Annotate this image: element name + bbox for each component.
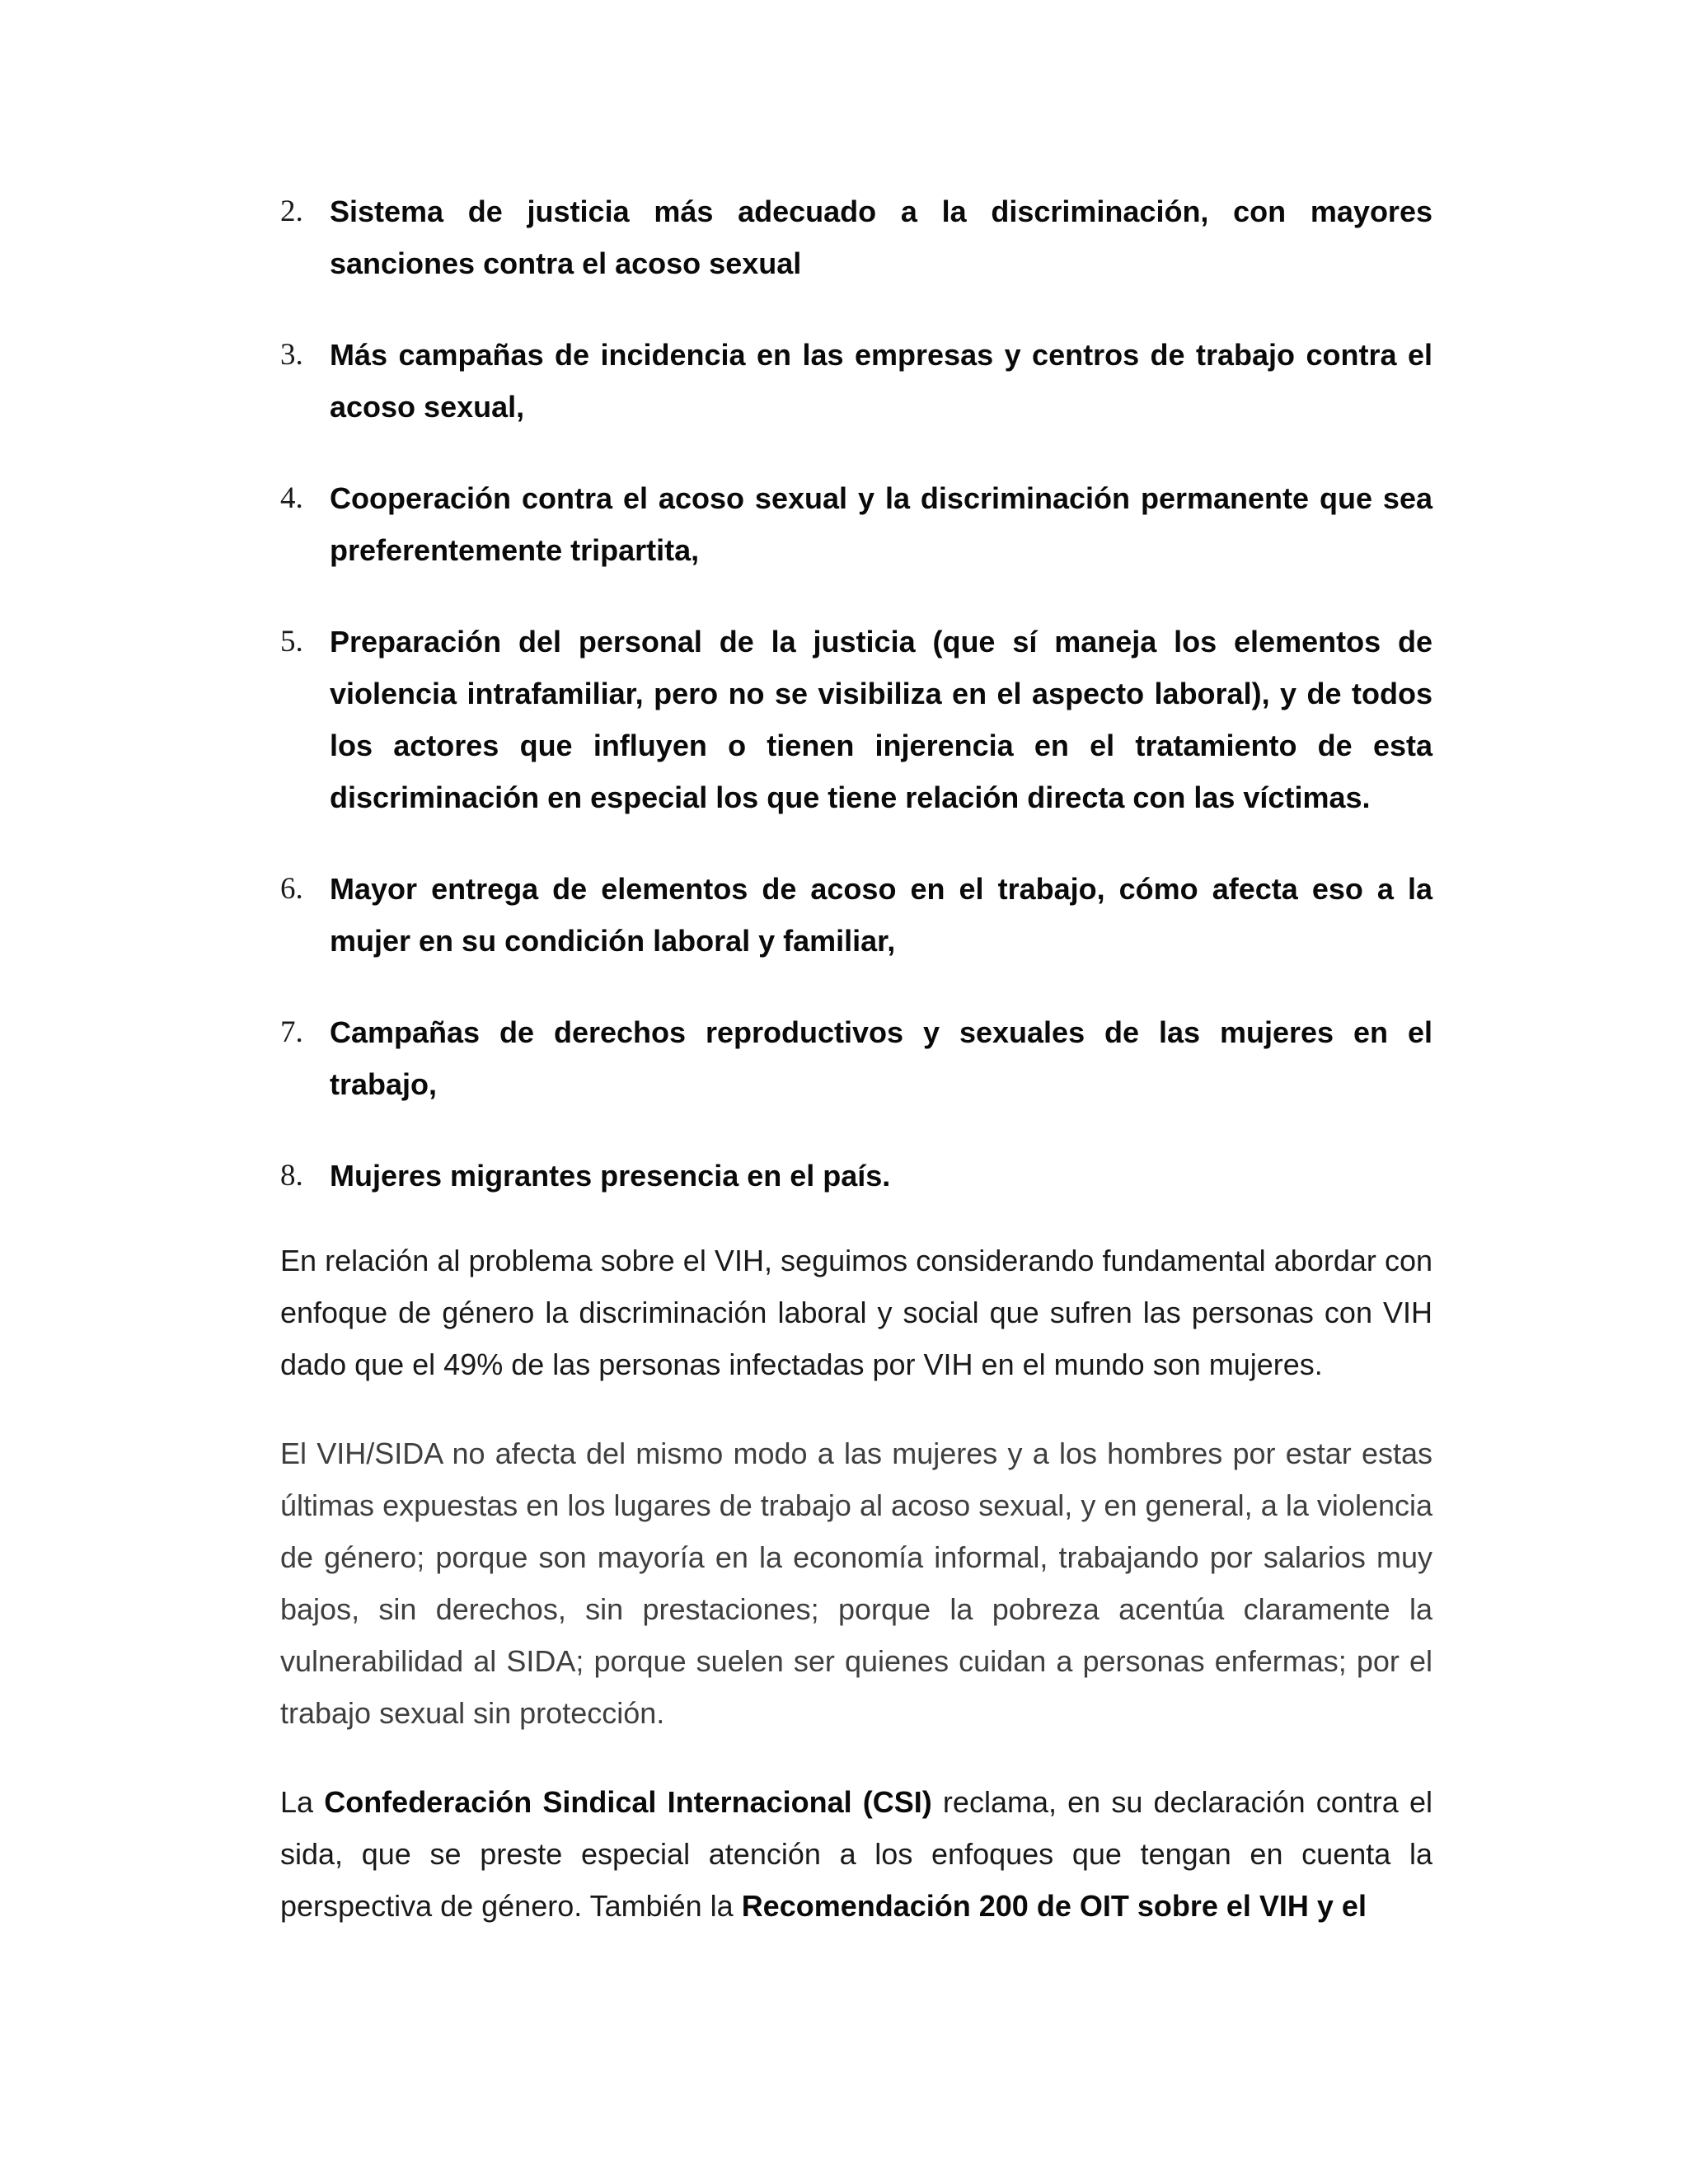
paragraph-vih: En relación al problema sobre el VIH, seguimos considerando fundamental abordar con enfoque de género la discriminación laboral y social que sufren las personas con VIH dado que el 49% de las personas infectadas por VIH en el mundo son mujeres. bbox=[280, 1244, 1432, 1381]
list-item bbox=[280, 185, 1432, 289]
recommendations-list bbox=[280, 185, 1432, 1202]
paragraph-sida: El VIH/SIDA no afecta del mismo modo a las mujeres y a los hombres por estar estas últimas expuestas en los lugares de trabajo al acoso sexual, y en general, a la violencia de género; porque son mayoría en la economía informal, trabajando por salarios muy bajos, sin derechos, sin prestaciones; porque la pobreza acentúa claramente la vulnerabilidad al SIDA; porque suelen ser quienes cuidan a personas enfermas; por el trabajo sexual sin protección. bbox=[280, 1436, 1432, 1730]
list-item-number: 6. bbox=[280, 872, 303, 906]
list-item-text: Más campañas de incidencia en las empresas y centros de trabajo contra el acoso sexual, bbox=[330, 338, 1432, 424]
list-item bbox=[280, 472, 1432, 576]
document-page bbox=[280, 185, 1432, 1969]
paragraph-csi-text-1: La bbox=[280, 1785, 325, 1819]
list-item-text: Campañas de derechos reproductivos y sexuales de las mujeres en el trabajo, bbox=[330, 1015, 1432, 1101]
list-item bbox=[280, 1150, 1432, 1202]
list-item-number: 3. bbox=[280, 338, 303, 372]
paragraph-csi bbox=[280, 1776, 1432, 1932]
list-item-text: Preparación del personal de la justicia (que sí maneja los elementos de violencia intrafamiliar, pero no se visibiliza en el aspecto laboral), y de todos los actores que influyen o tienen injerencia en el tratamiento de esta discriminación en especial los que tiene relación directa con las víctimas. bbox=[330, 625, 1432, 814]
list-item bbox=[280, 863, 1432, 967]
list-item-text: Mujeres migrantes presencia en el país. bbox=[330, 1159, 891, 1193]
oit-recommendation: Recomendación 200 de OIT sobre el VIH y el bbox=[741, 1889, 1367, 1923]
list-item bbox=[280, 616, 1432, 823]
list-item-number: 7. bbox=[280, 1015, 303, 1049]
list-item-number: 8. bbox=[280, 1159, 303, 1193]
list-item bbox=[280, 329, 1432, 433]
list-item-text: Sistema de justicia más adecuado a la discriminación, con mayores sanciones contra el acoso sexual bbox=[330, 194, 1432, 280]
list-item bbox=[280, 1006, 1432, 1110]
csi-name: Confederación Sindical Internacional (CSI) bbox=[324, 1785, 932, 1819]
list-item-text: Mayor entrega de elementos de acoso en el trabajo, cómo afecta eso a la mujer en su condición laboral y familiar, bbox=[330, 872, 1432, 958]
list-item-text: Cooperación contra el acoso sexual y la discriminación permanente que sea preferentemente tripartita, bbox=[330, 481, 1432, 567]
list-item-number: 5. bbox=[280, 625, 303, 658]
list-item-number: 4. bbox=[280, 481, 303, 515]
list-item-number: 2. bbox=[280, 194, 303, 228]
paragraph-csi-text-2: reclama, en su declaración contra el sida, que se preste especial atención a los enfoques que tengan en cuenta la perspectiva de género. También la bbox=[280, 1785, 1432, 1923]
